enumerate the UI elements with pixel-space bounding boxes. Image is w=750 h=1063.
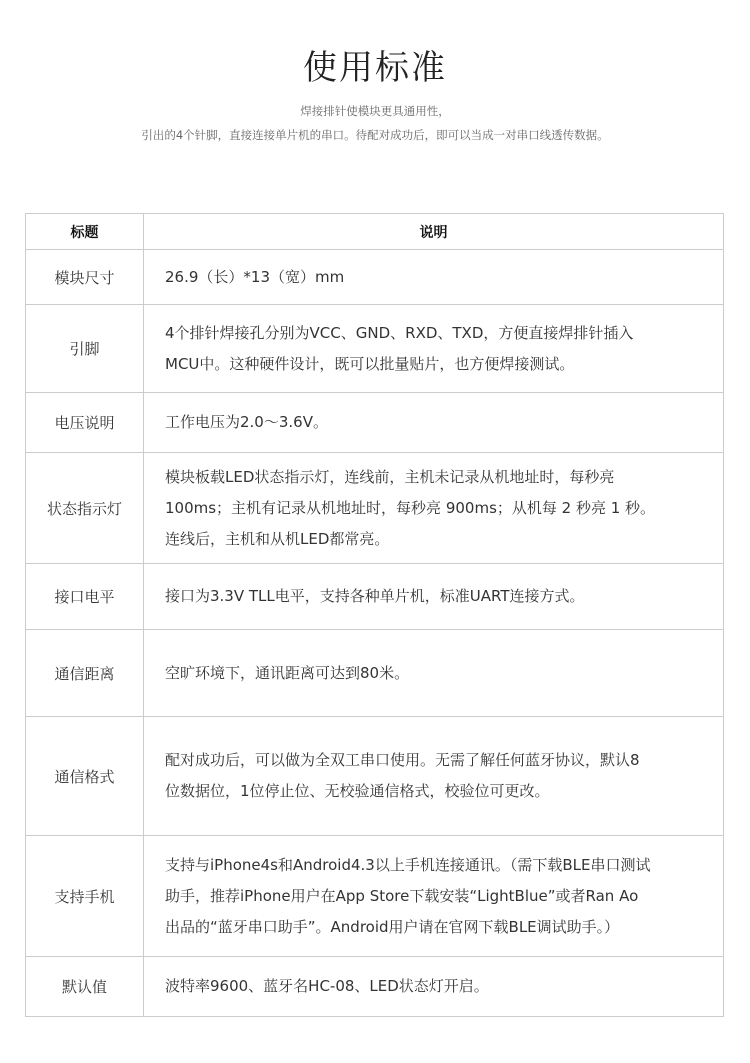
description-line: 配对成功后，可以做为全双工串口使用。无需了解任何蓝牙协议，默认8	[165, 751, 640, 769]
table-row	[26, 957, 724, 1017]
table-row	[26, 393, 724, 453]
description-line: 连线后，主机和从机LED都常亮。	[165, 529, 390, 548]
description-line: 模块板载LED状态指示灯，连线前，主机未记录从机地址时，每秒亮	[165, 467, 615, 486]
row-label: 引脚	[26, 305, 144, 393]
subtitle-line-2: 引出的4个针脚，直接连接单片机的串口。待配对成功后，即可以当成一对串口线透传数据。	[141, 128, 609, 142]
row-label: 接口电平	[26, 564, 144, 630]
page-title: 使用标准	[303, 48, 447, 88]
table-row	[26, 453, 724, 564]
description-line: 接口为3.3V TLL电平，支持各种单片机，标准UART连接方式。	[165, 587, 585, 605]
description-line: 100ms；主机有记录从机地址时，每秒亮 900ms；从机每 2 秒亮 1 秒。	[165, 498, 656, 517]
row-description	[144, 717, 724, 836]
row-label: 通信格式	[26, 717, 144, 836]
row-label: 状态指示灯	[26, 453, 144, 564]
row-label: 模块尺寸	[26, 250, 144, 305]
row-description	[144, 957, 724, 1017]
description-line: 波特率9600、蓝牙名HC-08、LED状态灯开启。	[165, 977, 489, 995]
row-description	[144, 250, 724, 305]
row-description	[144, 630, 724, 717]
description-line: 出品的“蓝牙串口助手”。Android用户请在官网下载BLE调试助手。）	[165, 917, 620, 936]
table-row	[26, 250, 724, 305]
table-row	[26, 836, 724, 957]
table-row	[26, 717, 724, 836]
description-line: 26.9（长）*13（宽）mm	[165, 267, 345, 286]
subtitle-line-1: 焊接排针使模块更具通用性，	[300, 104, 450, 118]
column-header-title: 标题	[26, 214, 144, 250]
description-line: 工作电压为2.0～3.6V。	[165, 413, 328, 431]
row-label: 支持手机	[26, 836, 144, 957]
description-line: 空旷环境下，通讯距离可达到80米。	[165, 663, 410, 682]
row-description	[144, 305, 724, 393]
table-row	[26, 564, 724, 630]
description-line: 支持与iPhone4s和Android4.3以上手机连接通讯。（需下载BLE串口测试	[165, 855, 651, 874]
row-label: 默认值	[26, 957, 144, 1017]
row-description	[144, 836, 724, 957]
table-row	[26, 305, 724, 393]
row-label: 电压说明	[26, 393, 144, 453]
description-line: 4个排针焊接孔分别为VCC、GND、RXD、TXD，方便直接焊排针插入	[165, 323, 634, 342]
column-header-description: 说明	[144, 214, 724, 250]
row-description	[144, 393, 724, 453]
description-line: 位数据位，1位停止位、无校验通信格式，校验位可更改。	[165, 782, 550, 800]
table-row	[26, 630, 724, 717]
row-description	[144, 453, 724, 564]
table-header-row	[26, 214, 724, 250]
spec-table	[25, 213, 724, 1017]
description-line: 助手，推荐iPhone用户在App Store下载安装“LightBlue”或者Ran Ao	[165, 886, 639, 905]
row-label: 通信距离	[26, 630, 144, 717]
description-line: MCU中。这种硬件设计，既可以批量贴片，也方便焊接测试。	[165, 354, 575, 373]
row-description	[144, 564, 724, 630]
